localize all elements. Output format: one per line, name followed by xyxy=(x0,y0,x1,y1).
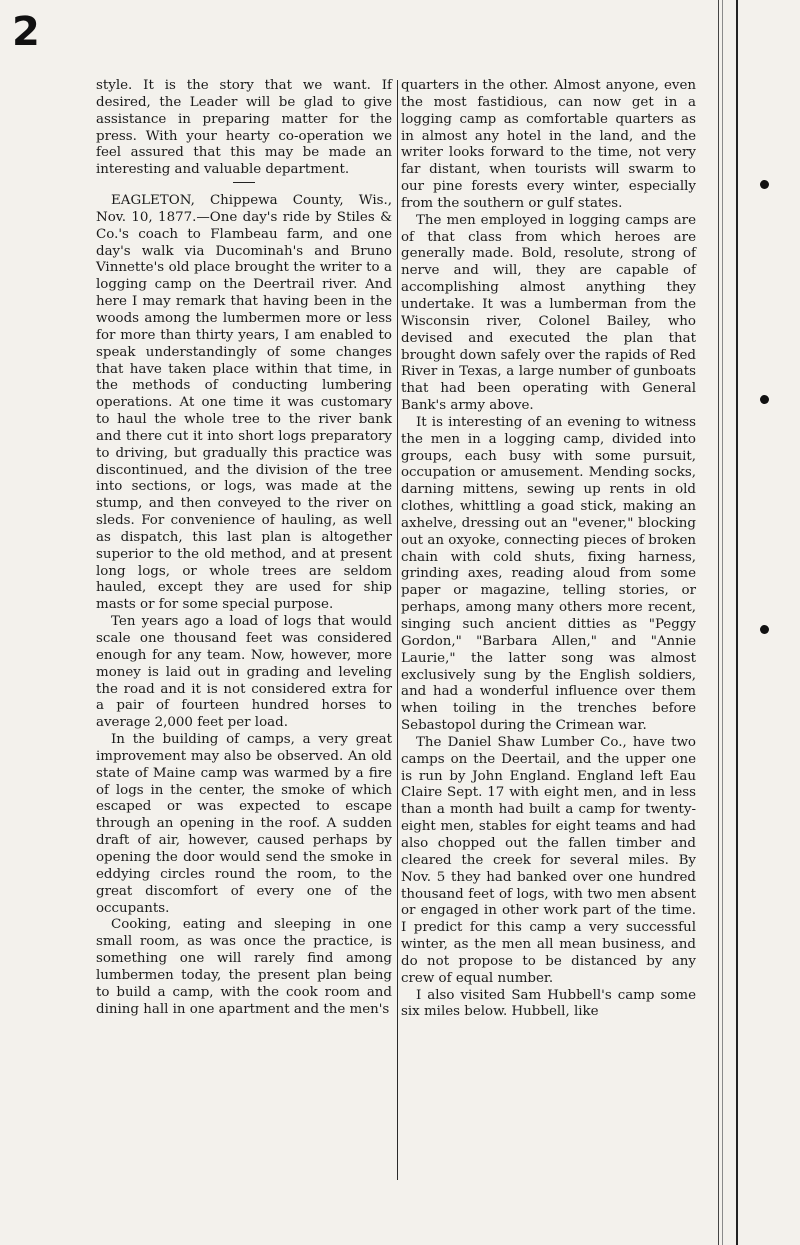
paragraph: EAGLETON, Chippewa County, Wis., Nov. 10, 1877.—One day's ride by Stiles & Co.'s coach to Flambeau farm, and one day's walk via Ducominah's and Bruno Vinnette's old place brought the writer to a logging camp on the Deertrail river. And here I may remark that having been in the woods among the lumbermen more or less for more than thirty years, I am enabled to speak understandingly of some changes that have taken place within that time, in the methods of conducting lumbering operations. At one time it was customary to haul the whole tree to the river bank and there cut it into short logs preparatory to driving, but gradually this practice was discontinued, and the division of the tree into sections, or logs, was made at the stump, and then conveyed to the river on sleds. For convenience of hauling, as well as dispatch, this last plan is altogether superior to the old method, and at present long logs, or whole trees are seldom hauled, except they are used for ship masts or for some special purpose. xyxy=(96,193,392,613)
paragraph: It is interesting of an evening to witness the men in a logging camp, divided into groups, each busy with some pursuit, occupation or amusement. Mending socks, darning mittens, sewing up rents in old clothes, whittling a goad stick, making an axhelve, dressing out an "evener," blocking out an oxyoke, connecting pieces of broken chain with cold shuts, fixing harness, grinding axes, reading aloud from some paper or magazine, telling stories, or perhaps, among many others more recent, singing such ancient ditties as "Peggy Gordon," "Barbara Allen," and "Annie Laurie," the latter song was almost exclusively sung by the English soldiers, and had a wonderful influence over them when toiling in the trenches before Sebastopol during the Crimean war. xyxy=(401,414,696,734)
column-rule xyxy=(397,80,398,1180)
right-column xyxy=(401,78,696,1021)
binding-edge-line xyxy=(736,0,738,1245)
binder-hole-icon xyxy=(760,395,769,404)
left-column xyxy=(96,78,392,1018)
paragraph: Cooking, eating and sleeping in one small room, as was once the practice, is something one will rarely find among lumbermen today, the present plan being to build a camp, with the cook room and dining hall in one apartment and the men's xyxy=(96,917,392,1017)
paragraph: I also visited Sam Hubbell's camp some six miles below. Hubbell, like xyxy=(401,987,696,1020)
section-divider xyxy=(233,182,255,183)
paragraph: The men employed in logging camps are of that class from which heroes are generally made. Bold, resolute, strong of nerve and will, they are capable of accomplishing almost anything they undertake. It was a lumberman from the Wisconsin river, Colonel Bailey, who devised and executed the plan that brought down safely over the rapids of Red River in Texas, a large number of gunboats that had been operating with General Bank's army above. xyxy=(401,212,696,414)
page-edge-line xyxy=(718,0,719,1245)
paragraph: In the building of camps, a very great improvement may also be observed. An old state of Maine camp was warmed by a fire of logs in the center, the smoke of which escaped or was expected to escape through an opening in the roof. A sudden draft of air, however, caused perhaps by opening the door would send the smoke in eddying circles round the room, to the great discomfort of every one of the occupants. xyxy=(96,732,392,916)
paragraph: quarters in the other. Almost anyone, even the most fastidious, can now get in a logging camp as comfortable quarters as in almost any hotel in the land, and the writer looks forward to the time, not very far distant, when tourists will swarm to our pine forests every winter, especially from the southern or gulf states. xyxy=(401,78,696,211)
page-number: 2 xyxy=(12,9,40,55)
binder-hole-icon xyxy=(760,625,769,634)
binder-hole-icon xyxy=(760,180,769,189)
paragraph: style. It is the story that we want. If desired, the Leader will be glad to give assistance in preparing matter for the press. With your hearty co-operation we feel assured that this may be made an interesting and valuable department. xyxy=(96,78,392,178)
paragraph: The Daniel Shaw Lumber Co., have two camps on the Deertail, and the upper one is run by John England. England left Eau Claire Sept. 17 with eight men, and in less than a month had built a camp for twenty-eight men, stables for eight teams and had also chopped out the fallen timber and cleared the creek for several miles. By Nov. 5 they had banked over one hundred thousand feet of logs, with two men absent or engaged in other work part of the time. I predict for this camp a very successful winter, as the men all mean business, and do not propose to be distanced by any crew of equal number. xyxy=(401,734,696,986)
page-edge-line xyxy=(722,0,723,1245)
paragraph: Ten years ago a load of logs that would scale one thousand feet was considered enough for any team. Now, however, more money is laid out in grading and leveling the road and it is not considered extra for a pair of fourteen hundred horses to average 2,000 feet per load. xyxy=(96,614,392,731)
